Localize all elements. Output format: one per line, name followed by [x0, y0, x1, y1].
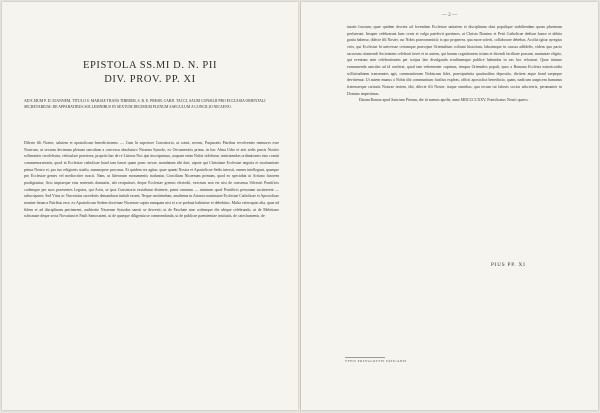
printer-imprint: TYPIS POLYGLOTTIS VATICANIS [345, 359, 407, 363]
left-page [2, 2, 298, 410]
address-heading: AD E.MUM P. D. IOANNEM, TITULO S. MARIAE TRANS TIBERIM, S. R. E. PRESB. CARD. TACCI, SACRI CONSILII PRO ECCLESIA ORIENTALI SECRETARIUM: DE APPARATIBUS SOLLEMNIBUS IN SEXTUM DECIMUM PLENUM SAECULUM A CONCILIO NICAENO. [24, 99, 266, 110]
page-number: — 2 — [442, 13, 457, 18]
right-page [301, 2, 598, 410]
datum-line: Datum Romae apud Sanctum Petrum, die iii mensis aprilis, anno MDCCCCXXV, Pontificatus Nostri quarto. [359, 98, 529, 103]
right-body-paragraph: tutatis fructum; quae quidem decreta ad fovendam Ecclesiae unitatem et disciplinam obut populique stabiliendam quam plurimum profuerunt. Insuper celebrarunt haec ornis et vulgo patefecit querimes, ut Christo Domino et Petri Catholicae dedisse honor et debita gratia haberur, dilecte fili Noster, cur Nobis praecommittit; is quo propterea, qua more solerti, collaborare debebas. Accilia igitur ayregius viris, qui Ecclesiae hi universae certamque praecipue Orientalium colitunt historiam, laborimque in caussa adfidelis, videas quo pacto sacrorum ctiamendi Societatem celebrari iteret et in autem, qui harum cognitionem ictiam et dicendi facilitate possunt, manuntae eligito, qui eventum ante celebrationem per scripta late divulgauda eruditaemque publice habendas in eas hoc reformat. Quae tritume eonsumenda sanctiùs ad id conferat, quod tam vehementer cupimus, tempus Orientales populi, quos a Romana Ecclesia misericordia sollicitudinem transeuntes agit, communiteram Nobiscum fidei, praecipuèntia quuituoilius depositio, divitent atque bond saepeque devittemur. Ut autem munus a Nobis tibi communitum facilius expleas, officii apostolica benedictio, quam, nadicum auspicem humanus fraternaeque caritatis Nostrae testem, tibi, dilecte fili Noster, itaque omnibus, qua tecum tui laboris socios adsciveris, peramanter in Domino impertimus. [347, 25, 562, 96]
document-title: EPISTOLA SS.MI D. N. PII [82, 60, 218, 71]
printer-rule [345, 357, 385, 358]
right-body-text [347, 24, 562, 254]
left-body-text: Dilecte fili Noster, salutem et apostolicam benedictionem. — Cum hi superiore Consistorio, ut scimt, necem, Purpuratis Patribus revolventes memores esse Nostrum, ut sextum decimum plenum saeculum a concessu absoluturo Nicaena Synodo, ex Oecumenicis prima, in hac Alma Urbe et aeit sedis passis Nostris sollemniter recolebatur, vehiculare praeterea, propriis has de re Litteras Nos ipsi inscripsimus, acquam enim Nobis videbatur, institutendas ordinationes eius comiti commemorationis, quod in Ecclesiae catholicae haud iam fuerat quam praec novae, mandatum tibi dari, utpote qui Christiane Ecclesiae negotia et incolumitate prima Nostro et, pro tuo religionis studio, summopere procuras. Et quidem res agitur, quae quanti Nostra et Apostolicae Sedis intersit, omnes intellegunt, quaeque pro Ecclesiae gentes vel mediocriter noscit. Nam, ut litterarum monumentis traduntur, Concilium Nicaenum primum, quod eo spectabat ut Arriano furorem prodigiantur, Ario impiaeque eius sententis damnatis, ubi resipuisset, deque Ecclesiae gremio electedit, exectum non est nisi de consensu Silvestri Pontificis codemque per suos praesentes Legatos, qui Actis, ut ipsa Consistoria exstabatur distinete, primi omnium — nimirum quod Pontificis personam sustinerent — subscripsere; Sed Vitus ac Vincentius sacerdotis demandarat initiali essent. Neque omittendum, anathema in Arianos nominatae Ecclesiae Catholicae et Apostolicae nomine latum a Patribus esse, ex Apostolicam Sedem doctrinae Nicaenae capita nunquam nisi et a se probata habiuisse et debebitus. Multa ceteroquin alia, quae ad fidem et ad disciplinam pertinerent, auditorite Nicaenae Synodus sanxit se decrevit; ut de Paschate sine codemque die ubique celebrando, ut de Meletiano schismate deque secta Novatiani et Pauli Samosateni, ut de quaeque diligentia se commendanda, ut de publicae paenitentiae institutis, de catechumenis, de [24, 141, 279, 219]
signature: PIUS PP. XI [491, 262, 526, 268]
document-subtitle: DIV. PROV. PP. XI [104, 74, 196, 85]
